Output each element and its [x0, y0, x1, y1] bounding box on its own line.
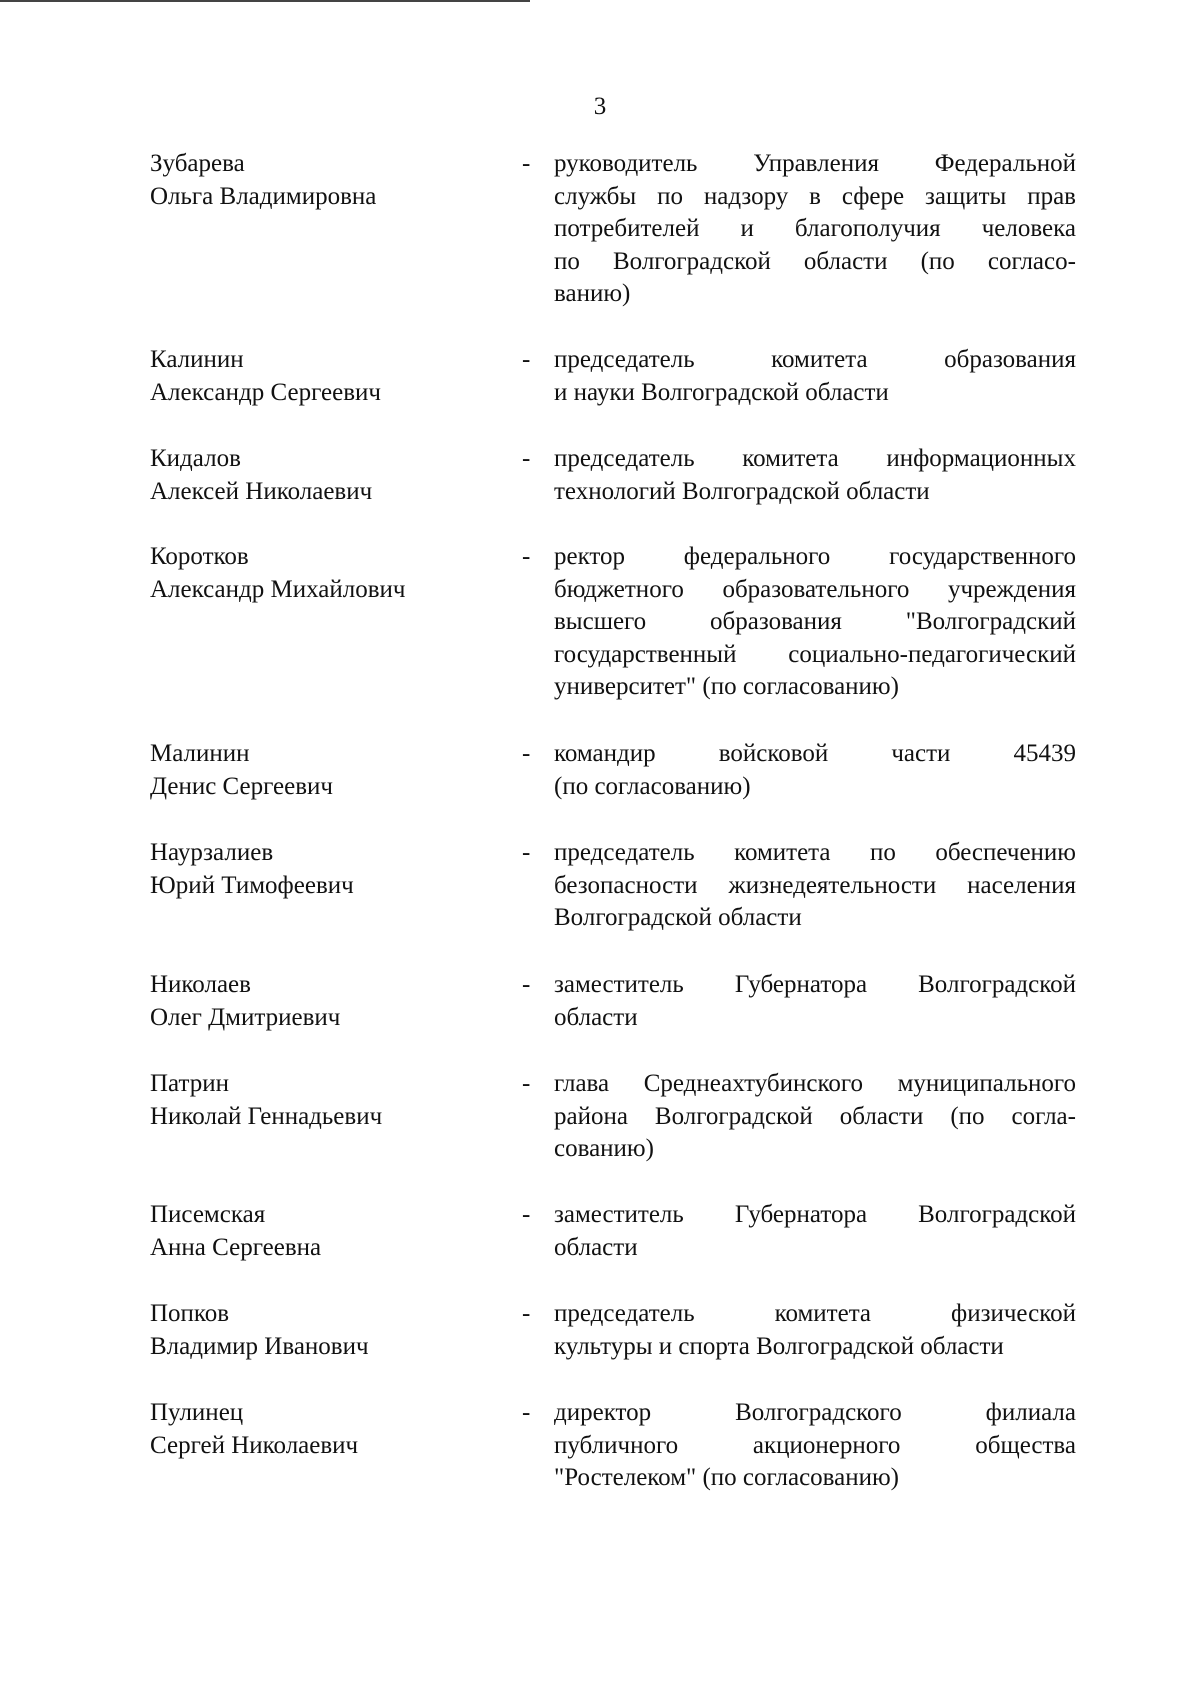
- role-word: (по: [950, 1102, 985, 1130]
- role-word: ректор: [554, 543, 626, 570]
- role-line: области: [554, 1233, 638, 1261]
- member-surname: Попков: [150, 1300, 230, 1327]
- role-line: технологий Волгоградской области: [554, 477, 930, 505]
- role-word: муниципального: [897, 1070, 1076, 1097]
- role-word: области: [839, 1102, 924, 1130]
- member-name: [150, 1298, 480, 1363]
- separator-dash: -: [522, 150, 531, 177]
- role-word: района: [554, 1102, 628, 1130]
- role-word: общества: [975, 1431, 1076, 1459]
- role-word: благополучия: [794, 215, 941, 242]
- role-line: [554, 837, 1076, 870]
- role-word: учреждения: [947, 575, 1076, 603]
- role-word: руководитель: [554, 150, 698, 177]
- role-line: [554, 213, 1076, 246]
- member-surname: Кидалов: [150, 445, 241, 472]
- role-line: [554, 870, 1076, 903]
- member-given-names: Владимир Иванович: [150, 1332, 369, 1360]
- role-word: 45439: [1013, 740, 1076, 767]
- member-given-names: Ольга Владимировна: [150, 182, 377, 210]
- role-word: по: [869, 839, 896, 866]
- role-word: информационных: [886, 445, 1076, 472]
- member-surname: Малинин: [150, 740, 250, 767]
- role-word: Волгоградской: [612, 247, 771, 275]
- role-word: Волгоградского: [735, 1399, 902, 1426]
- member-given-names: Александр Сергеевич: [150, 378, 381, 406]
- member-role: [554, 1199, 1076, 1264]
- role-word: публичного: [554, 1431, 679, 1459]
- member-surname: Зубарева: [150, 150, 245, 177]
- role-word: человека: [981, 215, 1076, 242]
- role-word: заместитель: [554, 1201, 684, 1228]
- role-line: [554, 639, 1076, 672]
- role-word: по: [554, 247, 580, 275]
- member-role: [554, 1298, 1076, 1363]
- role-line: [554, 541, 1076, 574]
- separator-dash: -: [522, 1070, 531, 1097]
- member-role: [554, 344, 1076, 409]
- member-surname: Николаев: [150, 971, 251, 998]
- role-word: образования: [944, 346, 1076, 373]
- member-given-names: Алексей Николаевич: [150, 477, 373, 505]
- role-line: [554, 969, 1076, 1002]
- separator-dash: -: [522, 346, 531, 373]
- role-line: Волгоградской области: [554, 904, 802, 931]
- role-word: в: [809, 182, 821, 210]
- role-word: государственный: [554, 640, 737, 668]
- role-word: председатель: [554, 1300, 695, 1327]
- role-word: заместитель: [554, 971, 684, 998]
- role-word: филиала: [985, 1399, 1076, 1426]
- member-name: [150, 1397, 480, 1462]
- role-word: высшего: [554, 608, 647, 635]
- role-word: глава: [554, 1070, 610, 1097]
- role-line: [554, 181, 1076, 214]
- role-word: председатель: [554, 346, 695, 373]
- role-word: "Волгоградский: [905, 608, 1076, 635]
- role-word: войсковой: [718, 740, 829, 767]
- role-word: (по: [920, 247, 955, 275]
- role-word: акционерного: [752, 1431, 901, 1459]
- role-word: защиты: [924, 182, 1007, 210]
- member-given-names: Сергей Николаевич: [150, 1431, 359, 1459]
- role-word: сфере: [841, 182, 905, 210]
- role-line: [554, 574, 1076, 607]
- role-word: командир: [554, 740, 656, 767]
- role-word: Волгоградской: [918, 971, 1076, 998]
- role-word: надзору: [703, 182, 789, 210]
- separator-dash: -: [522, 1399, 531, 1426]
- role-word: прав: [1027, 182, 1076, 210]
- role-line: [554, 1199, 1076, 1232]
- role-line: [554, 246, 1076, 279]
- member-name: [150, 1068, 480, 1133]
- role-word: комитета: [742, 445, 839, 472]
- role-word: социально-педагогический: [788, 640, 1076, 668]
- role-word: Федеральной: [934, 150, 1076, 177]
- role-word: согла-: [1011, 1102, 1076, 1130]
- role-word: физической: [951, 1300, 1076, 1327]
- role-line: и науки Волгоградской области: [554, 378, 889, 406]
- role-line: [554, 1430, 1076, 1463]
- role-word: комитета: [774, 1300, 872, 1327]
- member-role: [554, 969, 1076, 1034]
- role-line: (по согласованию): [554, 772, 751, 800]
- role-word: жизнедеятельности: [728, 871, 937, 899]
- member-surname: Патрин: [150, 1070, 229, 1097]
- role-word: образования: [710, 608, 842, 635]
- role-line: ванию): [554, 280, 631, 307]
- member-name: [150, 148, 480, 213]
- member-name: [150, 443, 480, 508]
- role-word: Волгоградской: [654, 1102, 813, 1130]
- role-word: Губернатора: [734, 1201, 868, 1228]
- member-given-names: Анна Сергеевна: [150, 1233, 322, 1261]
- member-role: [554, 1068, 1076, 1166]
- role-word: комитета: [771, 346, 868, 373]
- member-role: [554, 1397, 1076, 1495]
- page-number: 3: [593, 93, 607, 120]
- separator-dash: -: [522, 445, 531, 472]
- role-line: [554, 443, 1076, 476]
- member-given-names: Олег Дмитриевич: [150, 1003, 341, 1031]
- role-word: образовательного: [722, 575, 910, 603]
- role-line: [554, 148, 1076, 181]
- role-word: населения: [967, 871, 1076, 899]
- separator-dash: -: [522, 740, 531, 767]
- separator-dash: -: [522, 971, 531, 998]
- separator-dash: -: [522, 543, 531, 570]
- member-given-names: Юрий Тимофеевич: [150, 871, 354, 899]
- role-word: федерального: [683, 543, 831, 570]
- member-given-names: Александр Михайлович: [150, 575, 406, 603]
- role-word: Волгоградской: [918, 1201, 1076, 1228]
- role-word: потребителей: [554, 215, 700, 242]
- role-word: государственного: [889, 543, 1076, 570]
- separator-dash: -: [522, 1300, 531, 1327]
- role-line: [554, 344, 1076, 377]
- role-word: и: [740, 215, 754, 242]
- role-word: комитета: [734, 839, 831, 866]
- role-word: по: [657, 182, 683, 210]
- role-line: [554, 1101, 1076, 1134]
- role-line: культуры и спорта Волгоградской области: [554, 1332, 1004, 1360]
- role-word: Управления: [753, 150, 879, 177]
- role-word: обеспечению: [935, 839, 1076, 866]
- member-role: [554, 738, 1076, 803]
- separator-dash: -: [522, 1201, 531, 1228]
- role-word: части: [891, 740, 951, 767]
- role-word: председатель: [554, 445, 695, 472]
- member-given-names: Николай Геннадьевич: [150, 1102, 383, 1130]
- member-name: [150, 1199, 480, 1264]
- role-line: университет" (по согласованию): [554, 673, 899, 700]
- member-name: [150, 969, 480, 1034]
- role-line: [554, 1068, 1076, 1101]
- member-surname: Наурзалиев: [150, 839, 274, 866]
- role-word: Среднеахтубинского: [643, 1070, 863, 1097]
- role-line: [554, 738, 1076, 771]
- separator-dash: -: [522, 839, 531, 866]
- role-word: согласо-: [987, 247, 1076, 275]
- member-given-names: Денис Сергеевич: [150, 772, 334, 800]
- member-name: [150, 738, 480, 803]
- role-word: области: [803, 247, 888, 275]
- member-surname: Коротков: [150, 543, 249, 570]
- member-name: [150, 837, 480, 902]
- role-line: сованию): [554, 1135, 654, 1162]
- member-surname: Писемская: [150, 1201, 266, 1228]
- member-role: [554, 541, 1076, 704]
- role-line: [554, 1298, 1076, 1331]
- role-word: директор: [554, 1399, 652, 1426]
- member-role: [554, 443, 1076, 508]
- member-name: [150, 541, 480, 606]
- role-word: безопасности: [554, 871, 698, 899]
- member-surname: Калинин: [150, 346, 244, 373]
- role-word: бюджетного: [554, 575, 684, 603]
- member-role: [554, 148, 1076, 311]
- role-line: области: [554, 1003, 638, 1031]
- role-word: председатель: [554, 839, 695, 866]
- member-role: [554, 837, 1076, 935]
- role-word: Губернатора: [734, 971, 868, 998]
- role-line: "Ростелеком" (по согласованию): [554, 1464, 900, 1491]
- role-line: [554, 1397, 1076, 1430]
- member-surname: Пулинец: [150, 1399, 244, 1426]
- member-name: [150, 344, 480, 409]
- role-word: службы: [554, 182, 637, 210]
- role-line: [554, 606, 1076, 639]
